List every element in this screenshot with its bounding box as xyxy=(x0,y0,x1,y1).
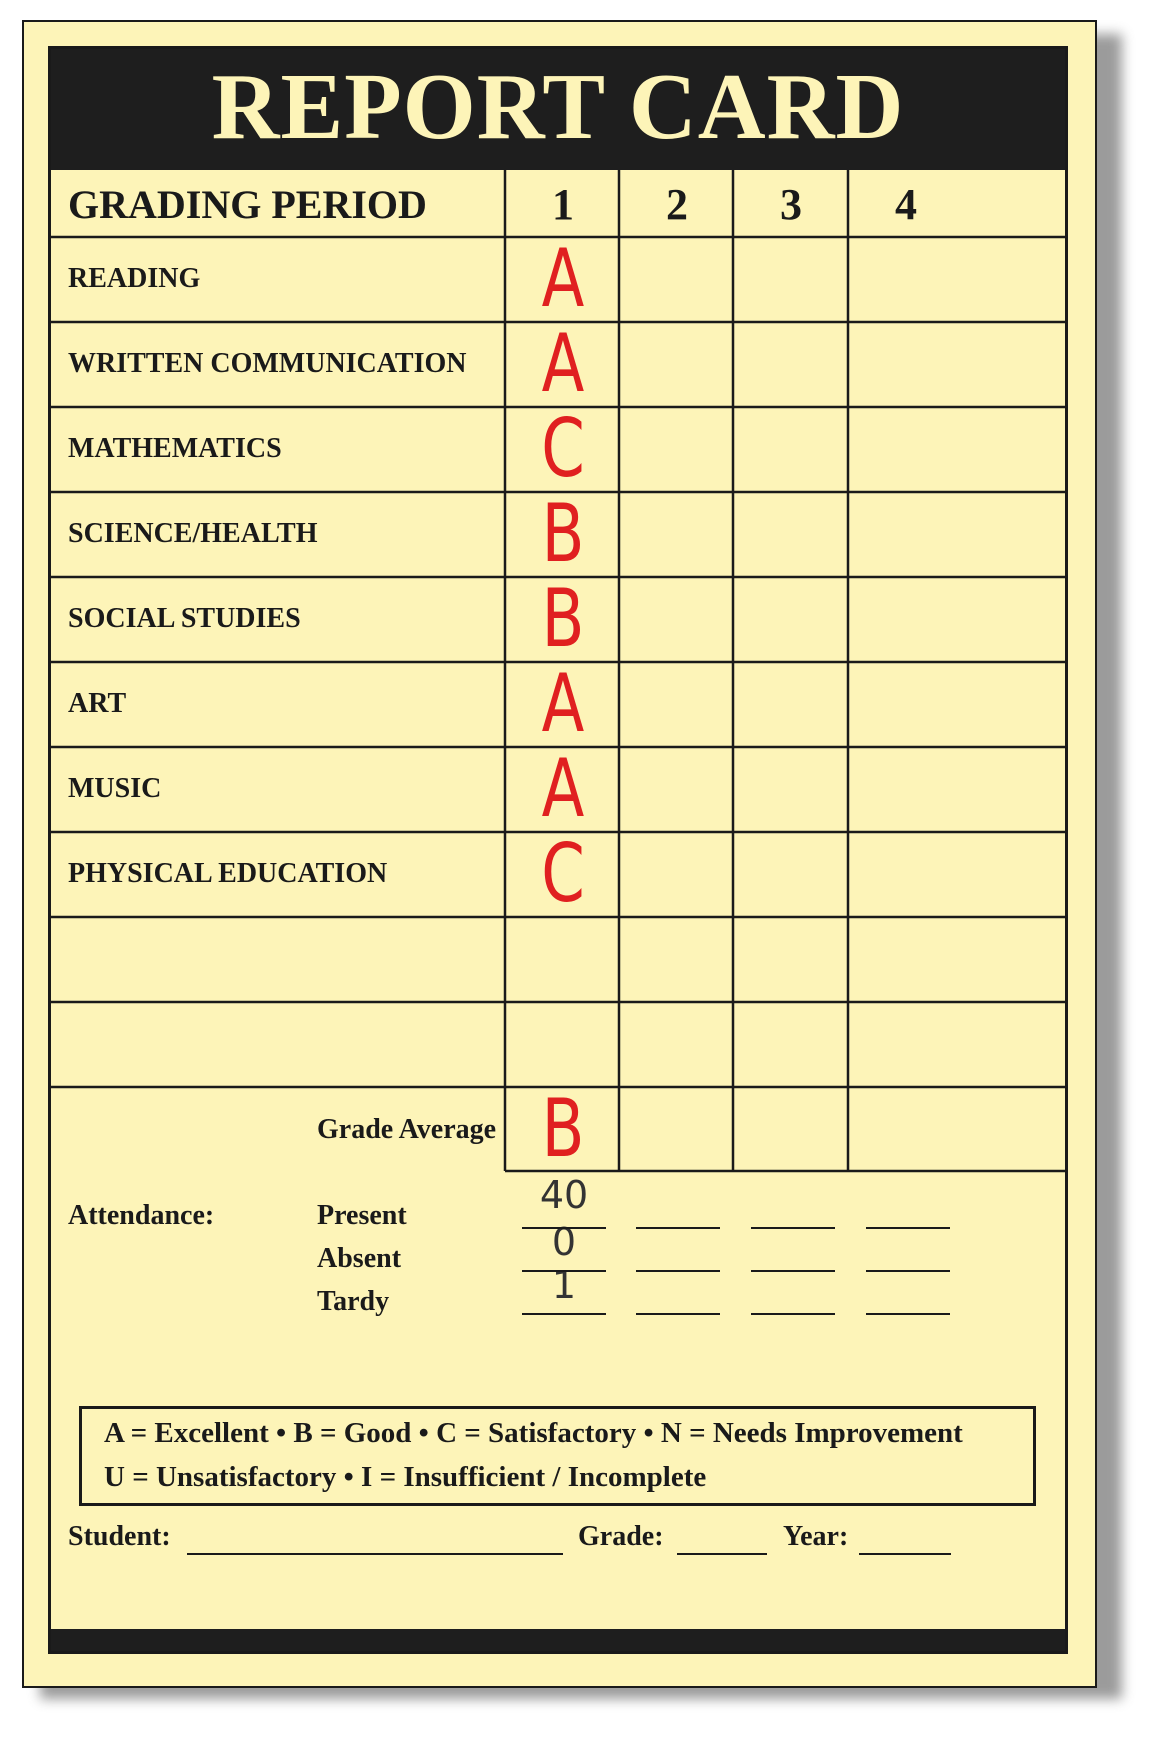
grade-level-line xyxy=(677,1553,767,1555)
subject-physical-education: PHYSICAL EDUCATION xyxy=(68,858,388,889)
present-p1-value: 40 xyxy=(539,1173,589,1217)
year-line xyxy=(859,1553,951,1555)
grading-period-header: GRADING PERIOD xyxy=(68,182,427,227)
tardy-p1-value: 1 xyxy=(551,1263,577,1307)
absent-label: Absent xyxy=(317,1243,402,1274)
legend-line-2: U = Unsatisfactory • I = Insufficient / Incomplete xyxy=(104,1461,707,1493)
report-card xyxy=(22,20,1097,1688)
grade-written-communication-p1: A xyxy=(541,317,585,410)
tardy-p4-line xyxy=(866,1313,950,1315)
grade-level-label: Grade: xyxy=(578,1521,664,1552)
grade-science-health-p1: B xyxy=(541,487,585,580)
legend-line-1: A = Excellent • B = Good • C = Satisfactory • N = Needs Improvement xyxy=(104,1417,963,1449)
present-label: Present xyxy=(317,1200,407,1231)
subject-art: ART xyxy=(68,688,127,719)
absent-p3-line xyxy=(751,1270,835,1272)
card-title: REPORT CARD xyxy=(51,49,1065,170)
grade-reading-p1: A xyxy=(541,232,585,325)
year-label: Year: xyxy=(783,1521,849,1552)
grade-art-p1: A xyxy=(541,657,585,750)
grade-physical-education-p1: C xyxy=(541,827,585,920)
grade-mathematics-p1: C xyxy=(541,402,585,495)
subject-reading: READING xyxy=(68,263,201,294)
period-1-header: 1 xyxy=(552,180,574,229)
subject-social-studies: SOCIAL STUDIES xyxy=(68,603,301,634)
tardy-p1-line xyxy=(522,1313,606,1315)
subject-written-communication: WRITTEN COMMUNICATION xyxy=(68,348,467,379)
student-label: Student: xyxy=(68,1521,171,1552)
tardy-p3-line xyxy=(751,1313,835,1315)
tardy-p2-line xyxy=(636,1313,720,1315)
subject-mathematics: MATHEMATICS xyxy=(68,433,282,464)
subject-science-health: SCIENCE/HEALTH xyxy=(68,518,318,549)
absent-p2-line xyxy=(636,1270,720,1272)
student-line xyxy=(187,1553,563,1555)
present-p1-line xyxy=(522,1227,606,1229)
grade-average-p1: B xyxy=(541,1082,585,1175)
card-frame xyxy=(48,46,1068,1654)
absent-p1-line xyxy=(522,1270,606,1272)
grade-average-label: Grade Average xyxy=(317,1114,497,1145)
absent-p1-value: 0 xyxy=(551,1220,577,1264)
present-p2-line xyxy=(636,1227,720,1229)
period-2-header: 2 xyxy=(666,180,688,229)
present-p3-line xyxy=(751,1227,835,1229)
grade-social-studies-p1: B xyxy=(541,572,585,665)
bottom-bar xyxy=(51,1629,1065,1651)
tardy-label: Tardy xyxy=(317,1286,390,1317)
subject-music: MUSIC xyxy=(68,773,162,804)
period-4-header: 4 xyxy=(895,180,917,229)
absent-p4-line xyxy=(866,1270,950,1272)
period-3-header: 3 xyxy=(780,180,802,229)
present-p4-line xyxy=(866,1227,950,1229)
grade-legend xyxy=(79,1406,1036,1506)
attendance-label: Attendance: xyxy=(68,1200,215,1231)
grade-music-p1: A xyxy=(541,742,585,835)
